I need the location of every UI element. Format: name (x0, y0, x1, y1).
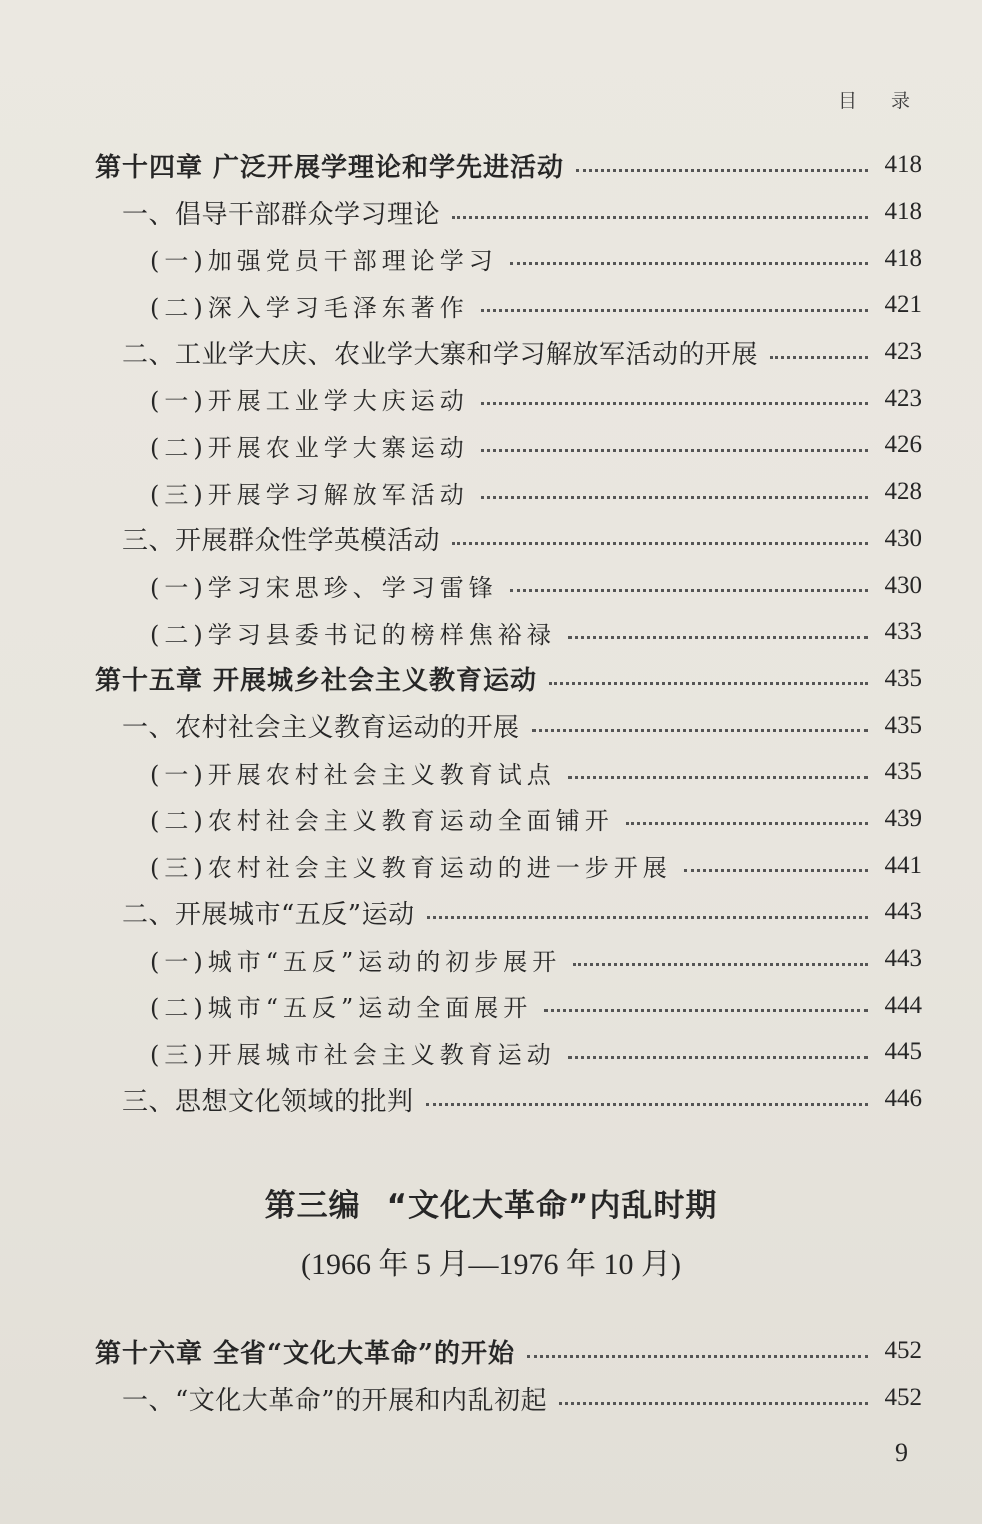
toc-entry-title: (一)城市“五反”运动的初步展开 (150, 947, 562, 976)
toc-entry-page: 418 (884, 198, 922, 226)
toc-sub-entry (0, 375, 982, 422)
dot-leader (576, 169, 868, 172)
toc-entry-title: (三)开展学习解放军活动 (150, 480, 469, 509)
dot-leader (481, 496, 868, 499)
dot-leader (626, 822, 868, 825)
toc-entry-title: 一、倡导干部群众学习理论 (122, 199, 441, 230)
dot-leader (573, 963, 868, 966)
table-of-contents-continued (0, 1328, 982, 1421)
toc-entry-title: (二)开展农业学大寨运动 (150, 433, 469, 462)
dot-leader (452, 542, 868, 545)
toc-sub-entry (0, 282, 982, 329)
toc-entry-page: 439 (884, 804, 922, 832)
dot-leader (452, 216, 868, 219)
toc-entry-page: 418 (884, 244, 922, 272)
dot-leader (559, 1402, 868, 1405)
dot-leader (532, 729, 868, 732)
toc-section-entry (0, 516, 982, 563)
dot-leader (544, 1009, 868, 1012)
dot-leader (481, 402, 868, 405)
toc-entry-title: (一)开展农村社会主义教育试点 (150, 760, 556, 789)
toc-entry-title: (三)农村社会主义教育运动的进一步开展 (150, 854, 672, 883)
running-head: 目 录 (837, 90, 924, 112)
toc-entry-title: 二、开展城市“五反”运动 (122, 899, 415, 930)
toc-entry-page: 418 (884, 151, 922, 179)
toc-entry-page: 441 (884, 851, 922, 879)
toc-sub-entry (0, 982, 982, 1029)
dot-leader (684, 869, 868, 872)
toc-entry-title: 第十四章 广泛开展学理论和学先进活动 (95, 152, 565, 183)
toc-entry-title: (二)学习县委书记的榜样焦裕禄 (150, 620, 556, 649)
toc-entry-title: 三、开展群众性学英模活动 (122, 526, 441, 557)
toc-sub-entry (0, 469, 982, 516)
dot-leader (527, 1355, 868, 1358)
toc-entry-title: 第十五章 开展城乡社会主义教育运动 (95, 666, 538, 697)
toc-entry-page: 426 (884, 431, 922, 459)
toc-entry-title: (一)加强党员干部理论学习 (150, 247, 498, 276)
toc-sub-entry (0, 842, 982, 889)
toc-entry-page: 452 (884, 1337, 922, 1365)
toc-chapter-entry (0, 142, 982, 189)
toc-entry-page: 452 (884, 1384, 922, 1412)
toc-entry-page: 428 (884, 478, 922, 506)
dot-leader (770, 356, 868, 359)
part-dates: (1966 年 5 月—1976 年 10 月) (301, 1248, 681, 1281)
toc-sub-entry (0, 235, 982, 282)
toc-entry-page: 435 (884, 758, 922, 786)
dot-leader (510, 589, 868, 592)
dot-leader (426, 1103, 868, 1106)
table-of-contents (0, 142, 982, 1122)
toc-sub-entry (0, 796, 982, 843)
toc-entry-page: 421 (884, 291, 922, 319)
toc-entry-page: 435 (884, 664, 922, 692)
toc-entry-title: (一)学习宋思珍、学习雷锋 (150, 574, 498, 603)
toc-section-entry (0, 1375, 982, 1422)
toc-entry-page: 445 (884, 1038, 922, 1066)
toc-entry-title: 一、农村社会主义教育运动的开展 (122, 713, 520, 744)
toc-section-entry (0, 889, 982, 936)
dot-leader (510, 262, 868, 265)
toc-entry-page: 423 (884, 384, 922, 412)
toc-sub-entry (0, 609, 982, 656)
toc-entry-title: (一)开展工业学大庆运动 (150, 387, 469, 416)
dot-leader (427, 916, 868, 919)
dot-leader (568, 776, 868, 779)
dot-leader (481, 449, 868, 452)
toc-sub-entry (0, 562, 982, 609)
toc-entry-page: 430 (884, 571, 922, 599)
toc-entry-page: 430 (884, 524, 922, 552)
dot-leader (481, 309, 868, 312)
part-title (0, 1180, 982, 1225)
dot-leader (568, 636, 868, 639)
dot-leader (568, 1056, 868, 1059)
toc-chapter-entry (0, 656, 982, 703)
toc-sub-entry (0, 1029, 982, 1076)
toc-entry-title: 第十六章 全省“文化大革命”的开始 (95, 1338, 515, 1369)
toc-entry-page: 435 (884, 711, 922, 739)
toc-sub-entry (0, 936, 982, 983)
toc-entry-page: 443 (884, 945, 922, 973)
toc-entry-title: (二)深入学习毛泽东著作 (150, 293, 469, 322)
dot-leader (549, 682, 868, 685)
toc-entry-title: 三、思想文化领域的批判 (122, 1086, 414, 1117)
toc-section-entry (0, 329, 982, 376)
toc-sub-entry (0, 749, 982, 796)
toc-section-entry (0, 702, 982, 749)
toc-section-entry (0, 189, 982, 236)
toc-entry-title: 一、“文化大革命”的开展和内乱初起 (122, 1385, 548, 1416)
toc-entry-page: 444 (884, 991, 922, 1019)
toc-entry-page: 443 (884, 898, 922, 926)
part-number: 第三编 (264, 1188, 361, 1224)
toc-entry-title: (三)开展城市社会主义教育运动 (150, 1040, 556, 1069)
toc-section-entry (0, 1076, 982, 1123)
toc-entry-title: (二)农村社会主义教育运动全面铺开 (150, 807, 614, 836)
toc-entry-page: 423 (884, 338, 922, 366)
toc-entry-page: 433 (884, 618, 922, 646)
toc-sub-entry (0, 422, 982, 469)
toc-entry-title: (二)城市“五反”运动全面展开 (150, 994, 533, 1023)
part-name: “文化大革命”内乱时期 (386, 1188, 718, 1224)
part-heading (0, 1180, 982, 1283)
toc-entry-title: 二、工业学大庆、农业学大寨和学习解放军活动的开展 (122, 339, 759, 370)
toc-entry-page: 446 (884, 1085, 922, 1113)
toc-chapter-entry (0, 1328, 982, 1375)
page-number: 9 (895, 1438, 908, 1467)
